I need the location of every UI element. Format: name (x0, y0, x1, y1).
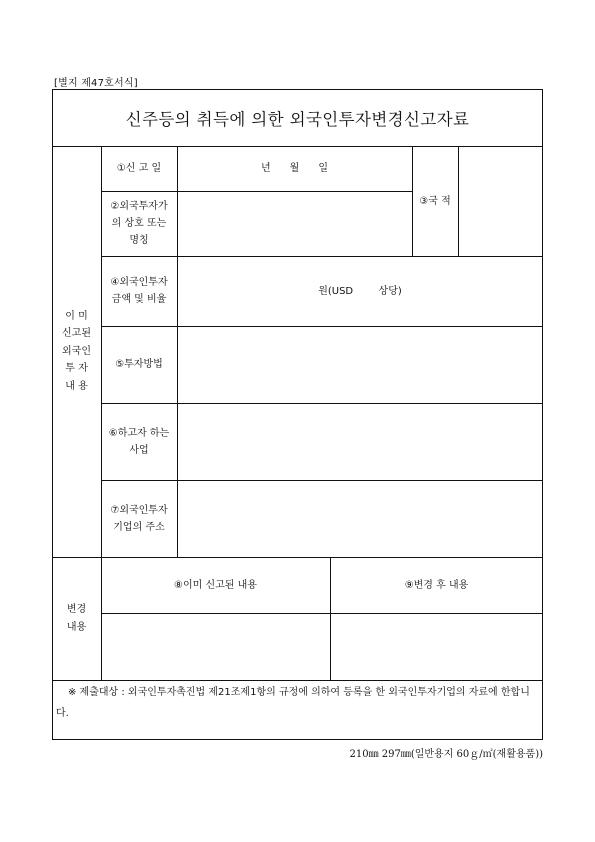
investment-method-field[interactable] (177, 326, 543, 403)
business-label: ⑥하고자 하는 사업 (108, 427, 170, 456)
investor-name-field[interactable] (177, 191, 412, 256)
existing-investment-section-label: 이 미 신고된 외국인 투 자 내 용 (62, 310, 91, 392)
form-number-label: [별지 제47호서식] (54, 78, 138, 89)
form-title: 신주등의 취득에 의한 외국인투자변경신고자료 (125, 109, 470, 129)
report-date-field[interactable]: 년 월 일 (260, 163, 329, 174)
investment-amount-field[interactable]: 원(USD 상당) (318, 285, 402, 297)
nationality-label: ③국 적 (419, 195, 451, 207)
report-date-label: ①신 고 일 (116, 163, 162, 174)
investment-method-label: ⑤투자방법 (115, 359, 163, 370)
investment-amount-label: ④외국인투자 금액 및 비율 (110, 277, 168, 305)
submission-note: ※ 제출대상 : 외국인투자촉진법 제21조제1항의 규정에 의하여 등록을 한 외국인투자기업의 자료에 한합니다. (56, 687, 530, 719)
after-change-field[interactable] (330, 613, 543, 680)
company-address-field[interactable] (177, 480, 543, 557)
business-field[interactable] (177, 403, 543, 480)
paper-spec-footer: 210㎜ 297㎜(일반용지 60ｇ/㎡(재활용품)) (349, 749, 543, 760)
nationality-field[interactable] (458, 146, 543, 256)
before-change-header: ⑧이미 신고된 내용 (174, 579, 257, 591)
divider (52, 680, 543, 681)
company-address-label: ⑦외국인투자 기업의 주소 (110, 504, 168, 533)
change-section-label: 변경 내용 (66, 604, 87, 633)
after-change-header: ⑨변경 후 내용 (404, 579, 469, 591)
before-change-field[interactable] (101, 613, 330, 680)
investor-name-label: ②외국투자가 의 상호 또는 명칭 (110, 201, 168, 246)
